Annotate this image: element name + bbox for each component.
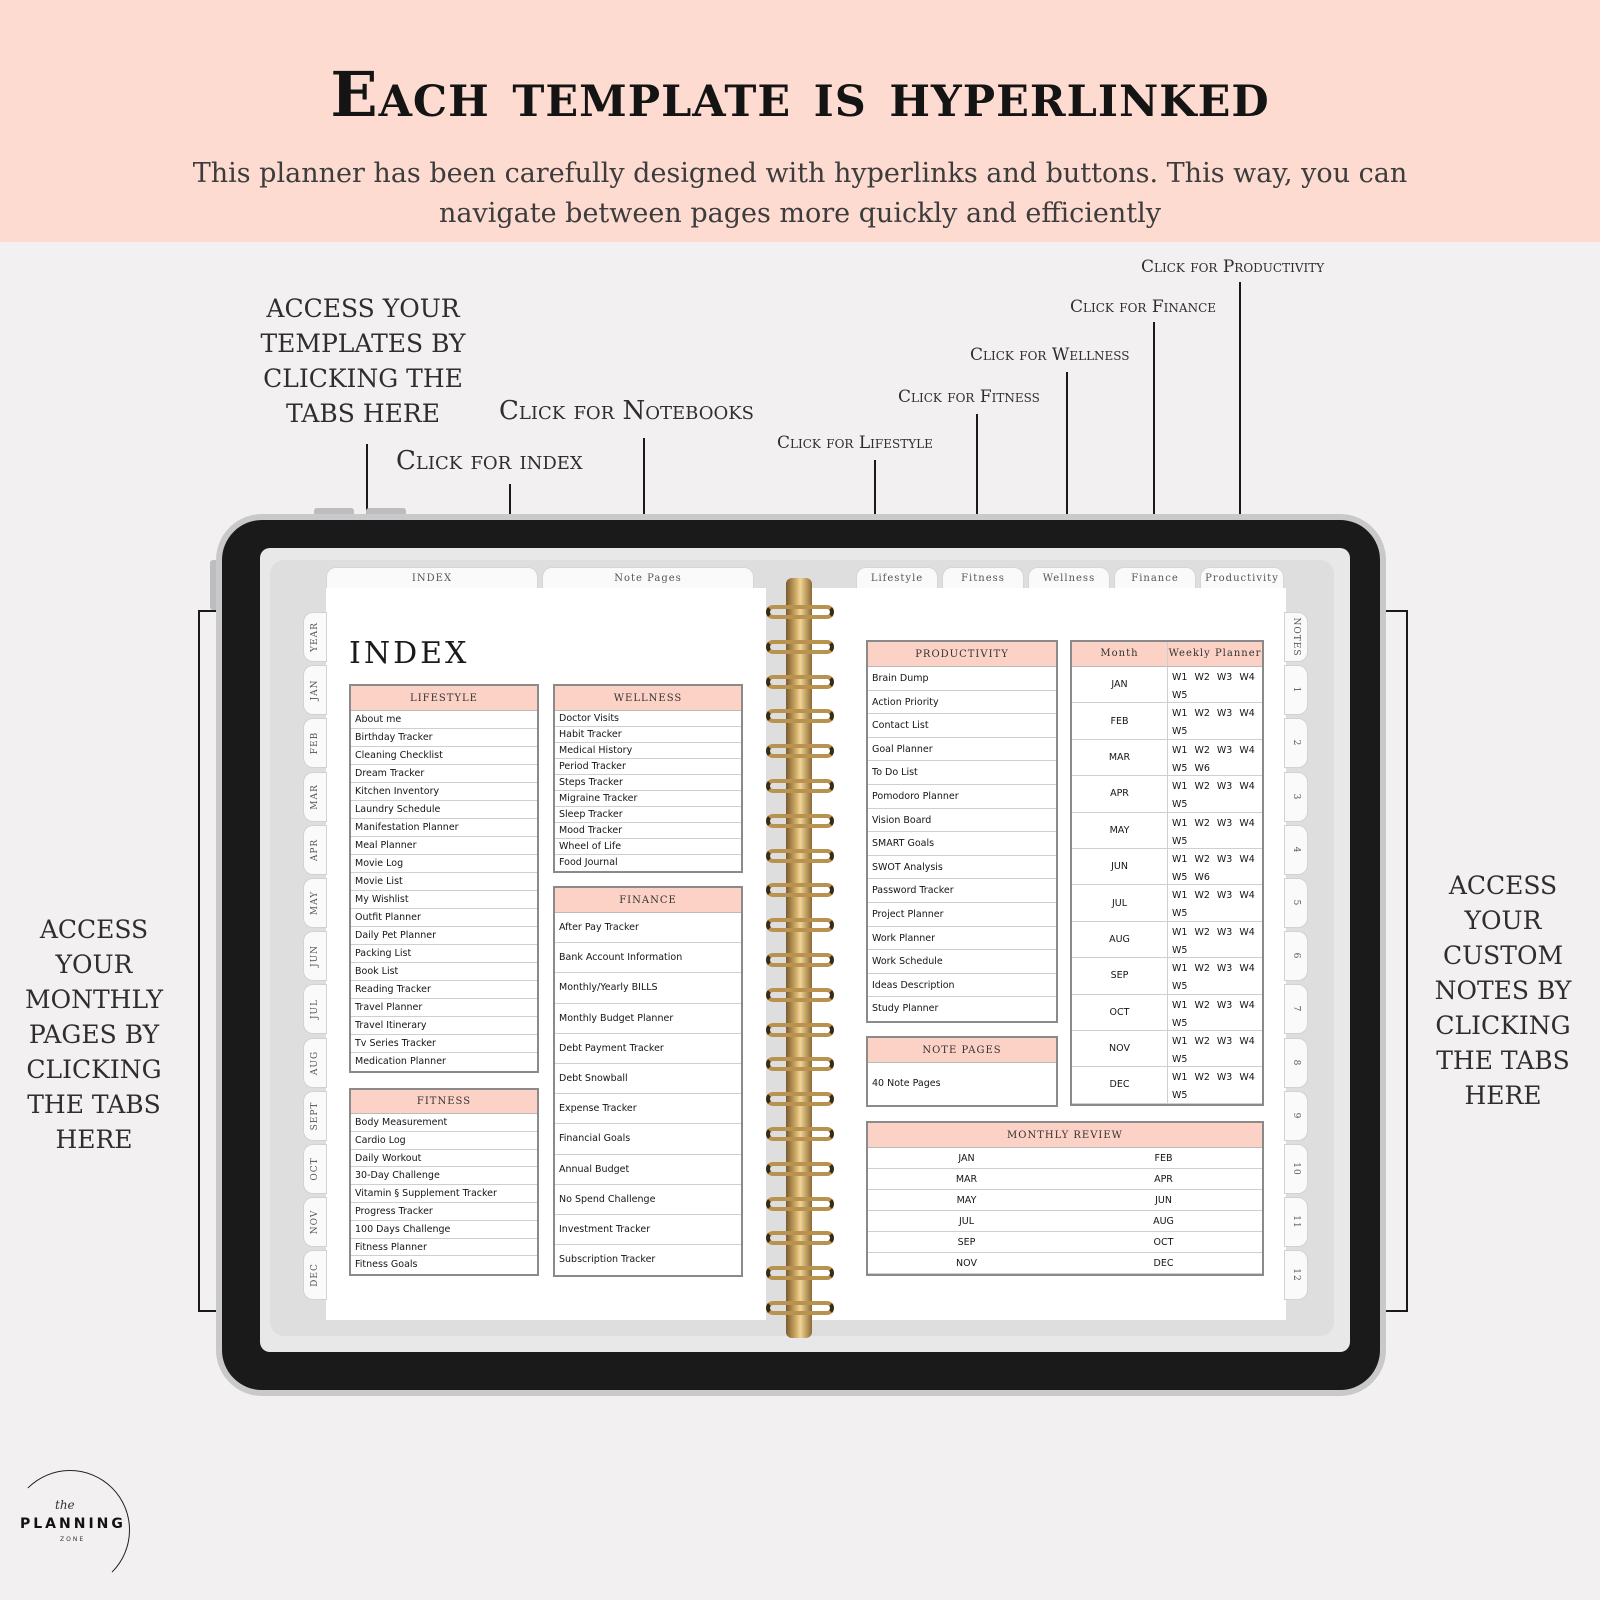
binder-ring (766, 1023, 834, 1037)
month-tab-label: MAR (310, 783, 320, 810)
weekly-week-links[interactable]: W1 W2 W3 W4 W5 W6 (1168, 740, 1262, 776)
callout-finance: Click for Finance (1070, 297, 1217, 317)
review-month-link[interactable]: JUL (868, 1211, 1065, 1232)
month-tab[interactable] (303, 1038, 327, 1088)
weekly-rows (1072, 667, 1262, 1104)
weekly-month-link[interactable]: APR (1072, 776, 1168, 812)
notes-tab-label: 11 (1291, 1215, 1301, 1229)
list-item[interactable]: Reading Tracker (351, 981, 537, 999)
list-item[interactable]: Laundry Schedule (351, 801, 537, 819)
weekly-month-link[interactable]: FEB (1072, 703, 1168, 739)
notes-tab[interactable] (1284, 1250, 1308, 1300)
binder-ring (766, 1231, 834, 1245)
binder-ring (766, 814, 834, 828)
list-item[interactable]: Vitamin § Supplement Tracker (351, 1185, 537, 1203)
tab-wellness[interactable]: Wellness (1028, 567, 1110, 589)
weekly-month-link[interactable]: OCT (1072, 995, 1168, 1031)
review-month-link[interactable]: NOV (868, 1253, 1065, 1274)
month-tab-label: FEB (310, 732, 320, 755)
review-month-link[interactable]: OCT (1065, 1232, 1262, 1253)
list-item[interactable]: Travel Itinerary (351, 1017, 537, 1035)
month-tab[interactable] (303, 772, 327, 822)
binder-ring (766, 988, 834, 1002)
weekly-header-row (1072, 642, 1262, 667)
notes-tab-label: 8 (1291, 1059, 1301, 1066)
wellness-section (553, 684, 743, 873)
notes-tab[interactable] (1284, 612, 1308, 662)
banner-subtitle: This planner has been carefully designed with hyperlinks and buttons. This way, you can navigate between pages more quickly and efficiently (192, 158, 1408, 229)
month-tab-label: JUL (310, 999, 320, 1020)
notes-tab-label: 3 (1291, 793, 1301, 800)
review-month-link[interactable]: AUG (1065, 1211, 1262, 1232)
monthly-review-section (866, 1121, 1264, 1276)
list-item[interactable]: Body Measurement (351, 1114, 537, 1132)
callout-notes-bracket (1406, 610, 1408, 1312)
review-month-link[interactable]: MAY (868, 1190, 1065, 1211)
weekly-week-links[interactable]: W1 W2 W3 W4 W5 (1168, 885, 1262, 921)
review-month-link[interactable]: DEC (1065, 1253, 1262, 1274)
review-month-link[interactable]: JAN (868, 1148, 1065, 1169)
review-month-link[interactable]: MAR (868, 1169, 1065, 1190)
finance-list (555, 913, 741, 1275)
month-tab[interactable] (303, 878, 327, 928)
weekly-month-link[interactable]: AUG (1072, 922, 1168, 958)
brand-logo-zone: ZONE (60, 1536, 86, 1543)
note-pages-list (868, 1063, 1056, 1105)
notes-tab[interactable] (1284, 1197, 1308, 1247)
month-tab[interactable] (303, 1197, 327, 1247)
list-item[interactable]: 100 Days Challenge (351, 1221, 537, 1239)
list-item[interactable]: Financial Goals (555, 1124, 741, 1154)
list-item[interactable]: Cardio Log (351, 1132, 537, 1150)
callout-index: Click for index (396, 446, 583, 476)
binder-ring (766, 1057, 834, 1071)
list-item[interactable]: Sleep Tracker (555, 807, 741, 823)
brand-logo-the: the (55, 1498, 75, 1512)
callout-monthly: ACCESS YOUR MONTHLY PAGES BY CLICKING THE TABS HERE (25, 915, 163, 1154)
callout-lifestyle: Click for Lifestyle (777, 433, 933, 453)
month-tab[interactable] (303, 1091, 327, 1141)
binder-ring (766, 849, 834, 863)
notes-tab-label: 7 (1291, 1006, 1301, 1013)
notes-tab-label: 10 (1291, 1162, 1301, 1176)
list-item[interactable]: Daily Workout (351, 1150, 537, 1168)
weekly-month-link[interactable]: JAN (1072, 667, 1168, 703)
callout-wellness: Click for Wellness (970, 345, 1130, 365)
list-item[interactable]: Food Journal (559, 857, 618, 868)
list-item[interactable]: SMART Goals (868, 832, 1056, 856)
list-item[interactable]: My Wishlist (351, 891, 537, 909)
notes-tab-label: NOTES (1291, 617, 1301, 657)
tab-index[interactable]: INDEX (326, 567, 538, 589)
list-item[interactable]: Subscription Tracker (559, 1254, 656, 1266)
notes-tab-label: 9 (1291, 1112, 1301, 1120)
list-item[interactable]: Brain Dump (868, 667, 1056, 691)
list-item[interactable]: SWOT Analysis (868, 856, 1056, 880)
binder-ring (766, 918, 834, 932)
binder-ring (766, 1127, 834, 1141)
list-item[interactable]: Debt Payment Tracker (555, 1034, 741, 1064)
list-item[interactable]: Study Planner (872, 1003, 939, 1015)
list-item[interactable]: About me (351, 711, 537, 729)
callout-fitness: Click for Fitness (898, 387, 1040, 407)
list-item[interactable]: Tv Series Tracker (351, 1035, 537, 1053)
list-item[interactable]: Vision Board (868, 809, 1056, 833)
notes-tab-label: 1 (1291, 686, 1301, 694)
list-item[interactable]: Meal Planner (351, 837, 537, 855)
notes-tab[interactable] (1284, 718, 1308, 768)
callout-notes: ACCESS YOUR CUSTOM NOTES BY CLICKING THE TABS HERE (1434, 871, 1572, 1110)
weekly-planner-section (1070, 640, 1264, 1106)
list-item[interactable]: Bank Account Information (555, 943, 741, 973)
list-item[interactable]: Monthly Budget Planner (555, 1004, 741, 1034)
notes-tab[interactable] (1284, 931, 1308, 981)
month-tab[interactable] (303, 665, 327, 715)
binder-ring (766, 1162, 834, 1176)
list-item[interactable]: Action Priority (868, 691, 1056, 715)
list-item[interactable]: No Spend Challenge (555, 1185, 741, 1215)
tab-note-pages[interactable]: Note Pages (542, 567, 754, 589)
review-month-link[interactable]: JUN (1065, 1190, 1262, 1211)
binder-ring (766, 1301, 834, 1315)
list-item[interactable]: Manifestation Planner (351, 819, 537, 837)
list-item[interactable]: Habit Tracker (555, 727, 741, 743)
lifestyle-list (351, 711, 537, 1071)
list-item[interactable]: Kitchen Inventory (351, 783, 537, 801)
notes-tab-label: 6 (1291, 952, 1301, 960)
weekly-col-header: Weekly Planner (1168, 642, 1262, 666)
list-item[interactable]: After Pay Tracker (555, 913, 741, 943)
wellness-list (555, 711, 741, 871)
list-item[interactable]: Password Tracker (868, 879, 1056, 903)
list-item[interactable]: Birthday Tracker (351, 729, 537, 747)
weekly-month-link[interactable]: NOV (1072, 1031, 1168, 1067)
notes-tab[interactable] (1284, 1038, 1308, 1088)
weekly-week-links[interactable]: W1 W2 W3 W4 W5 (1168, 813, 1262, 849)
weekly-week-links[interactable]: W1 W2 W3 W4 W5 (1168, 995, 1262, 1031)
tab-fitness[interactable]: Fitness (942, 567, 1024, 589)
list-item[interactable]: Pomodoro Planner (868, 785, 1056, 809)
list-item[interactable]: Dream Tracker (351, 765, 537, 783)
productivity-list (868, 667, 1056, 1021)
weekly-month-link[interactable]: MAR (1072, 740, 1168, 776)
binder-ring (766, 1266, 834, 1280)
month-tab[interactable] (303, 1250, 327, 1300)
notes-tab[interactable] (1284, 825, 1308, 875)
notes-tab[interactable] (1284, 665, 1308, 715)
binder-ring (766, 744, 834, 758)
month-tab-label: OCT (310, 1157, 320, 1181)
notes-tab-label: 4 (1291, 846, 1301, 854)
fitness-section (349, 1088, 539, 1276)
list-item[interactable]: Mood Tracker (555, 823, 741, 839)
list-item[interactable]: Expense Tracker (555, 1094, 741, 1124)
month-col-header: Month (1072, 642, 1168, 666)
list-item[interactable]: Travel Planner (351, 999, 537, 1017)
list-item[interactable]: Medication Planner (355, 1056, 446, 1067)
notes-tab[interactable] (1284, 1091, 1308, 1141)
month-tab[interactable] (303, 984, 327, 1034)
notes-tab[interactable] (1284, 984, 1308, 1034)
notes-tab-label: 2 (1291, 740, 1301, 747)
brand-logo-word: PLANNING (20, 1516, 126, 1532)
list-item[interactable]: Movie Log (351, 855, 537, 873)
list-item[interactable]: Debt Snowball (555, 1064, 741, 1094)
list-item[interactable]: Steps Tracker (555, 775, 741, 791)
list-item[interactable]: Packing List (351, 945, 537, 963)
review-month-link[interactable]: APR (1065, 1169, 1262, 1190)
list-item[interactable]: Migraine Tracker (555, 791, 741, 807)
month-tab[interactable] (303, 1144, 327, 1194)
list-item[interactable]: 40 Note Pages (872, 1078, 941, 1089)
fitness-list (351, 1114, 537, 1274)
tab-productivity[interactable]: Productivity (1200, 567, 1284, 589)
month-tab-label: NOV (310, 1209, 320, 1235)
fitness-header: FITNESS (351, 1090, 537, 1114)
binder-ring (766, 709, 834, 723)
list-item[interactable]: Goal Planner (868, 738, 1056, 762)
finance-section (553, 886, 743, 1277)
list-item[interactable]: Ideas Description (868, 974, 1056, 998)
weekly-week-links[interactable]: W1 W2 W3 W4 W5 (1168, 703, 1262, 739)
binder-ring (766, 883, 834, 897)
wellness-header: WELLNESS (555, 686, 741, 711)
weekly-week-links[interactable]: W1 W2 W3 W4 W5 W6 (1168, 849, 1262, 885)
list-item[interactable]: Wheel of Life (555, 839, 741, 855)
month-tab-label: AUG (310, 1050, 320, 1075)
weekly-month-link[interactable]: DEC (1072, 1067, 1168, 1103)
list-item[interactable]: To Do List (868, 761, 1056, 785)
callout-monthly-bracket (198, 610, 200, 1312)
list-item[interactable]: Book List (351, 963, 537, 981)
callout-productivity: Click for Productivity (1141, 257, 1325, 277)
list-item[interactable]: Period Tracker (555, 759, 741, 775)
index-title: INDEX (349, 636, 470, 671)
list-item[interactable]: Work Schedule (868, 950, 1056, 974)
binder-ring (766, 640, 834, 654)
list-item[interactable]: Work Planner (868, 927, 1056, 951)
month-tab[interactable] (303, 825, 327, 875)
month-tab-label: SEPT (310, 1101, 320, 1131)
binder-ring (766, 675, 834, 689)
binder-ring (766, 605, 834, 619)
weekly-week-links[interactable]: W1 W2 W3 W4 W5 (1168, 1031, 1262, 1067)
list-item[interactable]: Annual Budget (555, 1155, 741, 1185)
note-pages-section (866, 1036, 1058, 1107)
list-item[interactable]: Monthly/Yearly BILLS (555, 973, 741, 1003)
weekly-week-links[interactable]: W1 W2 W3 W4 W5 (1168, 776, 1262, 812)
weekly-month-link[interactable]: MAY (1072, 813, 1168, 849)
weekly-week-links[interactable]: W1 W2 W3 W4 W5 (1168, 958, 1262, 994)
review-month-link[interactable]: FEB (1065, 1148, 1262, 1169)
callout-notebooks: Click for Notebooks (499, 396, 755, 426)
tab-finance[interactable]: Finance (1114, 567, 1196, 589)
review-month-link[interactable]: SEP (868, 1232, 1065, 1253)
weekly-week-links[interactable]: W1 W2 W3 W4 W5 (1168, 1067, 1262, 1103)
notes-tab[interactable] (1284, 878, 1308, 928)
list-item[interactable]: Medical History (555, 743, 741, 759)
notes-tab[interactable] (1284, 772, 1308, 822)
list-item[interactable]: Daily Pet Planner (351, 927, 537, 945)
month-tab[interactable] (303, 931, 327, 981)
monthly-review-header: MONTHLY REVIEW (868, 1123, 1262, 1148)
productivity-header: PRODUCTIVITY (868, 642, 1056, 667)
list-item[interactable]: Doctor Visits (555, 711, 741, 727)
note-pages-header: NOTE PAGES (868, 1038, 1056, 1063)
list-item[interactable]: Contact List (868, 714, 1056, 738)
month-tab[interactable] (303, 718, 327, 768)
banner-title: Each template is hyperlinked (330, 58, 1270, 131)
month-tab-label: APR (310, 838, 320, 861)
list-item[interactable]: Movie List (351, 873, 537, 891)
header-banner (0, 0, 1600, 242)
list-item[interactable]: Project Planner (868, 903, 1056, 927)
tab-lifestyle[interactable]: Lifestyle (856, 567, 938, 589)
month-tab-label: JUN (310, 945, 320, 968)
binder-ring (766, 953, 834, 967)
weekly-week-links[interactable]: W1 W2 W3 W4 W5 (1168, 667, 1262, 703)
binder-ring (766, 1092, 834, 1106)
notes-tab-label: 5 (1291, 899, 1301, 907)
callout-templates: ACCESS YOUR TEMPLATES BY CLICKING THE TABS HERE (260, 294, 466, 428)
list-item[interactable]: Progress Tracker (351, 1203, 537, 1221)
list-item[interactable]: Outfit Planner (351, 909, 537, 927)
finance-header: FINANCE (555, 888, 741, 913)
monthly-review-grid (868, 1148, 1262, 1274)
list-item[interactable]: Fitness Planner (351, 1239, 537, 1257)
notes-tab-label: 12 (1291, 1268, 1301, 1283)
weekly-month-link[interactable]: SEP (1072, 958, 1168, 994)
binder-ring (766, 1197, 834, 1211)
list-item[interactable]: 30-Day Challenge (351, 1167, 537, 1185)
month-tab-label: JAN (310, 679, 320, 701)
month-tab-label: YEAR (310, 622, 320, 652)
list-item[interactable]: Fitness Goals (355, 1259, 418, 1271)
month-tab-label: DEC (310, 1263, 320, 1288)
list-item[interactable]: Cleaning Checklist (351, 747, 537, 765)
productivity-section (866, 640, 1058, 1023)
notes-tab[interactable] (1284, 1144, 1308, 1194)
lifestyle-section (349, 684, 539, 1073)
month-tab[interactable] (303, 612, 327, 662)
binder-ring (766, 779, 834, 793)
weekly-month-link[interactable]: JUN (1072, 849, 1168, 885)
list-item[interactable]: Investment Tracker (555, 1215, 741, 1245)
weekly-month-link[interactable]: JUL (1072, 885, 1168, 921)
lifestyle-header: LIFESTYLE (351, 686, 537, 711)
month-tab-label: MAY (310, 890, 320, 916)
weekly-week-links[interactable]: W1 W2 W3 W4 W5 (1168, 922, 1262, 958)
